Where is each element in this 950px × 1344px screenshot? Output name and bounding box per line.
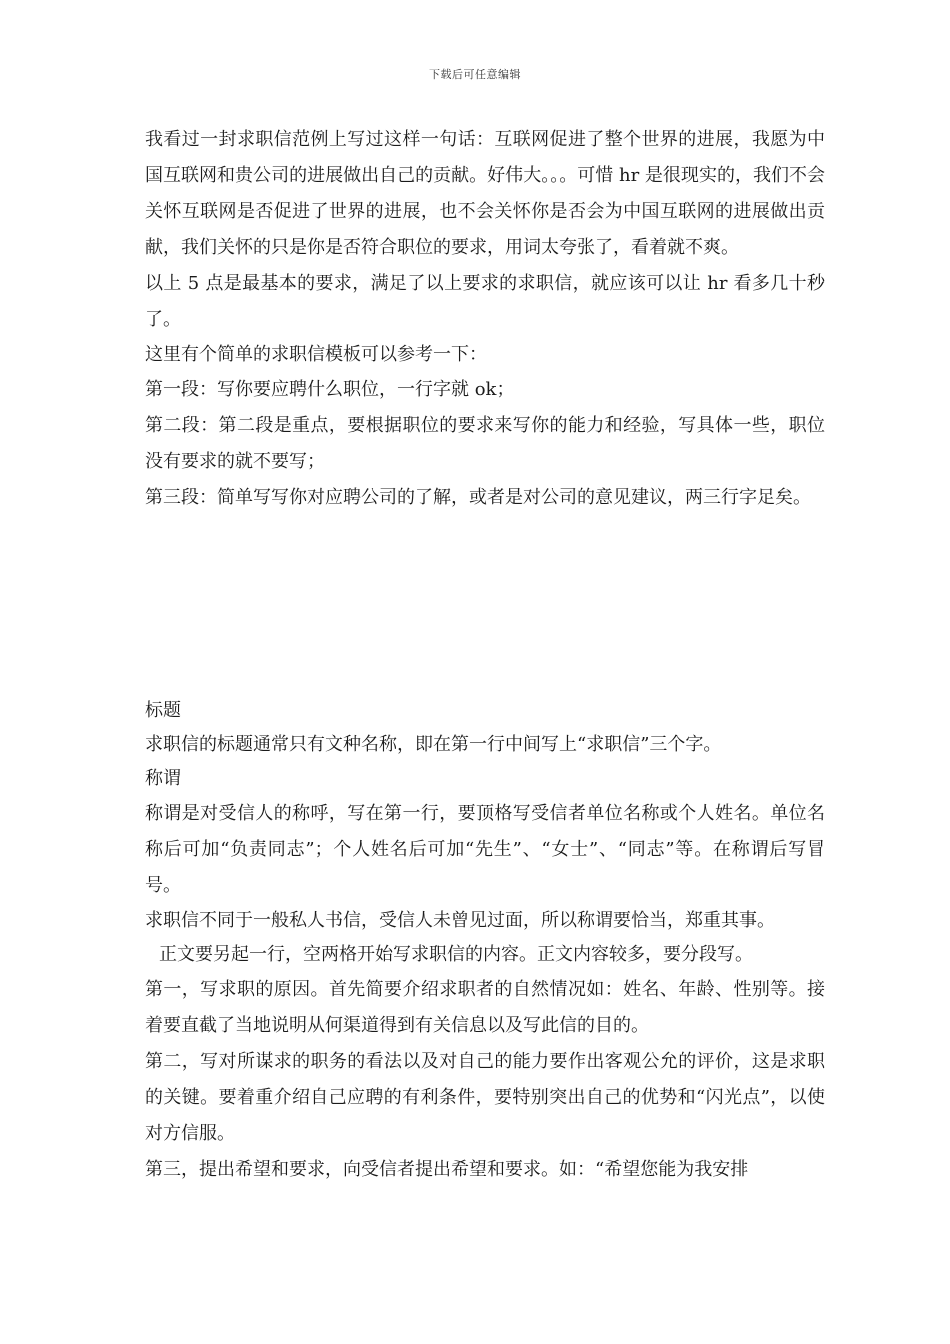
intro-paragraph: 我看过一封求职信范例上写过这样一句话：互联网促进了整个世界的进展，我愿为中国互联网和贵公司的进展做出自己的贡献。好伟大。。。可惜 hr 是很现实的，我们不会关怀互联网是否促进了世界的进展，也不会关怀你是否会为中国互联网的进展做出贡献，我们关怀的只是你是否符合职位的要求，用词太夸张了，看着就不爽。 [145, 129, 825, 258]
template-paragraph-1: 第一段：写你要应聘什么职位，一行字就 ok； [145, 379, 515, 400]
heading-salutation: 称谓 [145, 768, 181, 789]
template-paragraph-2: 第二段：第二段是重点，要根据职位的要求来写你的能力和经验，写具体一些，职位没有要求的就不要写； [145, 415, 825, 472]
point-third: 第三，提出希望和要求，向受信者提出希望和要求。如：“希望您能为我安排 [145, 1159, 749, 1180]
template-paragraph-3: 第三段：简单写写你对应聘公司的了解，或者是对公司的意见建议，两三行字足矣。 [145, 487, 811, 508]
salutation-description: 称谓是对受信人的称呼，写在第一行，要顶格写受信者单位名称或个人姓名。单位名称后可加“负责同志”；个人姓名后可加“先生”、“女士”、“同志”等。在称谓后写冒号。 [145, 803, 825, 896]
intro-paragraph: 以上 5 点是最基本的要求，满足了以上要求的求职信，就应该可以让 hr 看多几十秒了。 [145, 273, 825, 330]
point-second: 第二，写对所谋求的职务的看法以及对自己的能力要作出客观公允的评价，这是求职的关键。要着重介绍自己应聘的有利条件，要特别突出自己的优势和“闪光点”，以使对方信服。 [145, 1051, 825, 1144]
intro-paragraph: 这里有个简单的求职信模板可以参考一下： [145, 344, 487, 365]
page-header-note: 下载后可任意编辑 [429, 68, 521, 81]
point-first: 第一，写求职的原因。首先简要介绍求职者的自然情况如：姓名、年龄、性别等。接着要直截了当地说明从何渠道得到有关信息以及写此信的目的。 [145, 979, 825, 1036]
format-section [145, 694, 825, 1188]
title-description: 求职信的标题通常只有文种名称，即在第一行中间写上“求职信”三个字。 [145, 734, 722, 755]
body-intro: 正文要另起一行，空两格开始写求职信的内容。正文内容较多，要分段写。 [159, 944, 753, 965]
heading-title: 标题 [145, 700, 181, 721]
salutation-note: 求职信不同于一般私人书信，受信人未曾见过面，所以称谓要恰当，郑重其事。 [145, 910, 775, 931]
intro-section [145, 122, 825, 516]
